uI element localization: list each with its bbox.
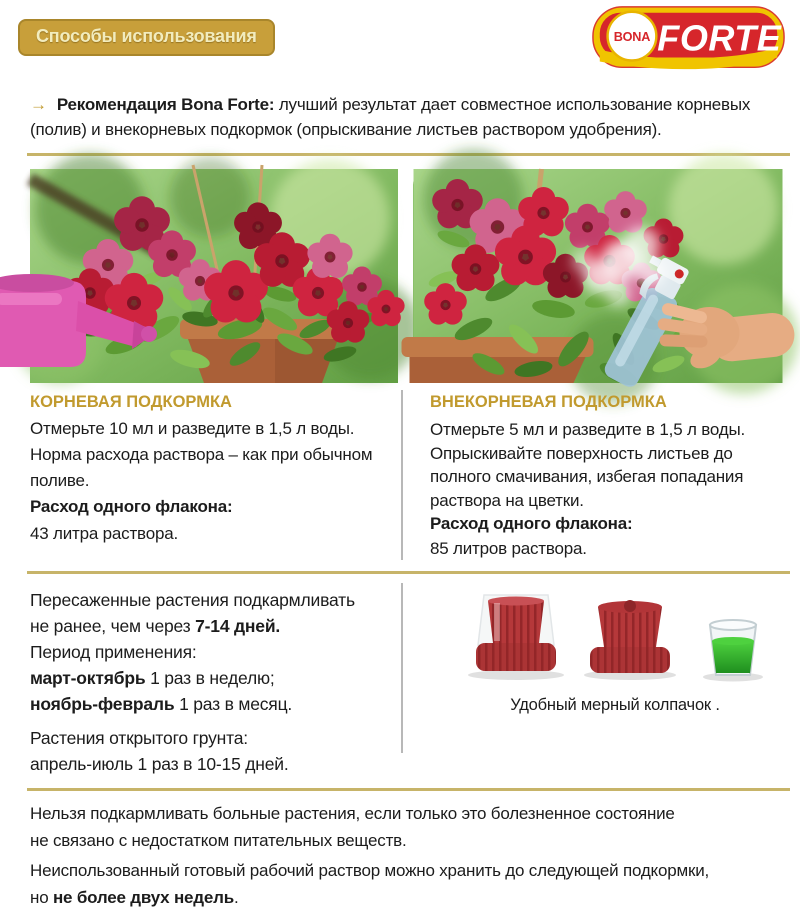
section-title-badge: Способы использования — [18, 19, 275, 56]
schedule-line: Растения открытого грунта: — [30, 728, 248, 748]
schedule-bold: март-октябрь — [30, 668, 146, 688]
recommendation-block — [30, 92, 788, 142]
text-line: Отмерьте 10 мл и разведите в 1,5 л воды. — [30, 419, 355, 438]
schedule-line — [30, 691, 380, 717]
foliar-feeding-photo — [413, 169, 781, 383]
cap-with-shell — [468, 595, 564, 680]
note-line: Неиспользованный готовый рабочий раствор можно хранить до следующей подкормки, — [30, 861, 710, 880]
measuring-cap-caption: Удобный мерный колпачок . — [510, 696, 720, 714]
consumption-value: 85 литров раствора. — [430, 538, 587, 558]
schedule-line: апрель-июль 1 раз в 10-15 дней. — [30, 754, 289, 774]
recommendation-text1: лучший результат дает совместное использование корневых — [274, 95, 751, 114]
note-line: Нельзя подкармливать больные растения, если только это болезненное состояние — [30, 804, 675, 823]
root-feeding-title: КОРНЕВАЯ ПОДКОРМКА — [30, 393, 232, 411]
consumption-label: Расход одного флакона: — [430, 514, 633, 533]
note-line: не связано с недостатком питательных веществ. — [30, 831, 407, 850]
foliar-feeding-title: ВНЕКОРНЕВАЯ ПОДКОРМКА — [430, 393, 667, 411]
spraying-scene — [413, 169, 783, 383]
measuring-cap-figure — [403, 583, 800, 777]
schedule-row — [0, 583, 800, 777]
schedule-line — [30, 665, 380, 691]
recommendation-line1 — [30, 92, 788, 117]
header — [0, 0, 800, 80]
recommendation-lead: Рекомендация Bona Forte: — [56, 95, 275, 114]
cap-plain — [584, 600, 676, 680]
divider-top — [27, 153, 790, 156]
divider-middle — [27, 571, 790, 574]
note-text: но — [30, 888, 53, 907]
divider-bottom — [27, 788, 790, 791]
schedule-line — [30, 613, 380, 639]
text-line: поливе. — [30, 471, 90, 490]
schedule-text: не ранее, чем через — [30, 616, 196, 636]
logo-forte-text: FORTE — [657, 17, 782, 59]
root-feeding-text — [30, 416, 380, 547]
schedule-line: Период применения: — [30, 642, 197, 662]
schedule-bold: 7-14 дней. — [195, 616, 281, 636]
schedule-text: 1 раз в неделю; — [145, 668, 275, 688]
note-bold: не более двух недель — [52, 888, 234, 907]
recommendation-line2: (полив) и внекорневых подкормок (опрыскивание листьев раствором удобрения). — [30, 120, 662, 139]
note-text: . — [233, 888, 239, 907]
consumption-label: Расход одного флакона: — [30, 497, 233, 516]
schedule-line: Пересаженные растения подкармливать — [30, 590, 355, 610]
photos-row — [30, 169, 800, 383]
text-line: Норма расхода раствора – как при обычном — [30, 445, 373, 464]
foliar-feeding-column — [403, 390, 800, 560]
instructions-row — [0, 390, 800, 560]
measuring-caps-graphic — [450, 591, 780, 687]
logo-graphic — [591, 2, 786, 78]
bona-forte-logo — [591, 2, 786, 83]
foliar-feeding-text — [430, 418, 800, 560]
note-line — [30, 884, 788, 911]
watering-scene — [30, 169, 398, 383]
text-line: полного смачивания, избегая попадания — [430, 467, 744, 486]
notes-block — [30, 800, 788, 911]
arrow-icon: → — [30, 95, 47, 114]
schedule-bold: ноябрь-февраль — [30, 694, 175, 714]
root-feeding-photo — [30, 169, 398, 383]
text-line: Опрыскивайте поверхность листьев до — [430, 443, 733, 463]
text-line: Отмерьте 5 мл и разведите в 1,5 л воды. — [430, 420, 745, 439]
consumption-value: 43 литра раствора. — [30, 524, 178, 543]
logo-bona-text: BONA — [613, 29, 651, 44]
root-feeding-column — [0, 390, 380, 560]
measuring-cup — [703, 620, 763, 682]
schedule-text: 1 раз в месяц. — [174, 694, 293, 714]
schedule-block — [0, 583, 380, 777]
text-line: раствора на цветки. — [430, 490, 584, 510]
